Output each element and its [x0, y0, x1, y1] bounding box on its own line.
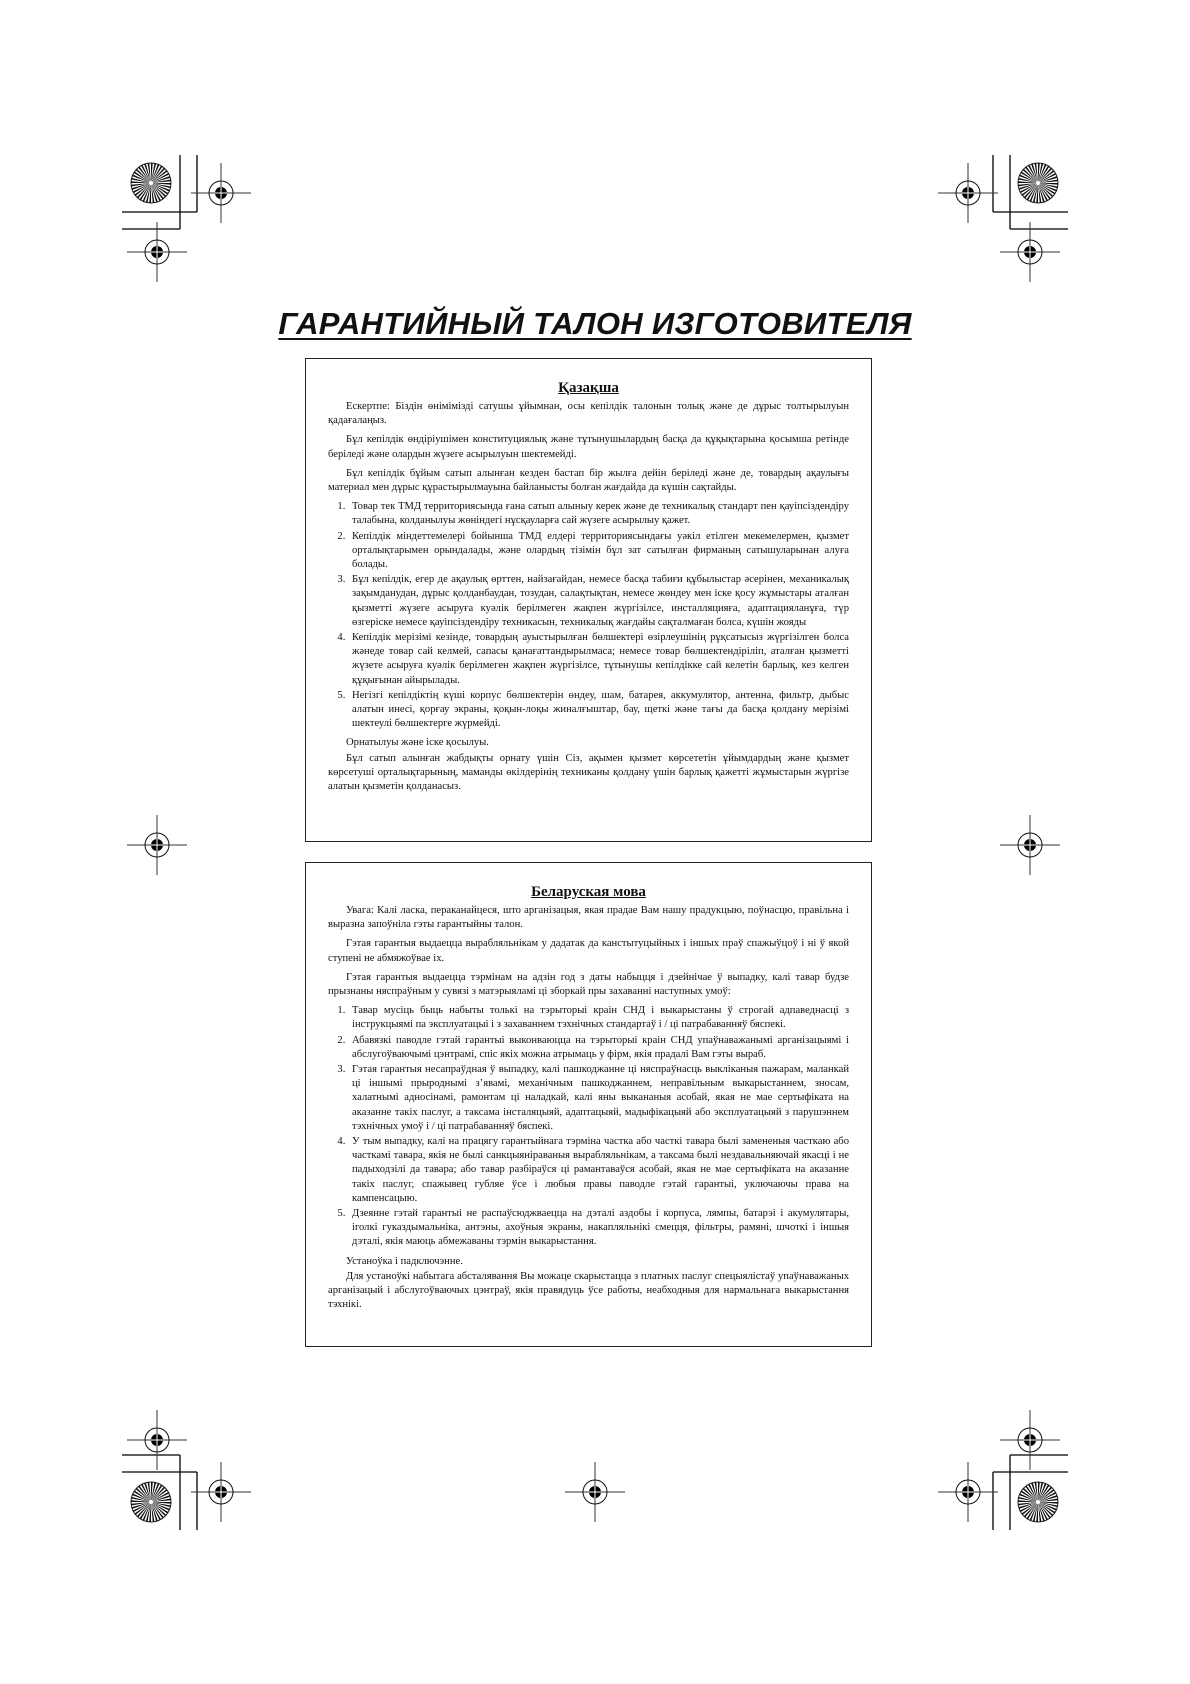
list-item: 4. Кепілдік мерізімі кезінде, товардың ауыстырылған бөлшектері өзірлеушінің рұқсатысыз жүргізілген болса жәнеде товар сай келмей, сапасы қанағаттандырылмаса; немесе товар бөлшектендіріліп, аталған қызметті жүзете асыруға куәлік берілмеген жақпен жүргізілсе, тұтынушы кепілдікке сай келетін барлық, кез келген құқығынан айырылады. — [348, 631, 849, 688]
paragraph: Бұл кепілдік бұйым сатып алынған кезден бастап бір жылға дейін беріледі және де, товардың ақаулығы материал мен дұрыс құрастырылмауына байланысты болған жағдайда да күшін сақтайды. — [328, 467, 849, 494]
conditions-list — [328, 500, 849, 731]
list-item: 4. У тым выпадку, калі на працягу гарантыйнага тэрміна частка або часткі тавара былі замененыя часткаю або часткамі тавара, якія не былі санкцыянiраваныя вырабляльнікам, а таксама былі нездавальняючай якасці і не падыходзілі да тавара; або тавар разбіраўся ці рамантаваўся асобай, якая не мае сертыфіката на аказанне такіх паслуг, спажывец губляе ўсе і любыя правы паводле гэтай гарантыі, уключаючы права на кампенсацыю. — [348, 1135, 849, 1206]
install-text: Бұл сатып алынған жабдықты орнату үшін Сіз, ақымен қызмет көрсететін ұйымдардың және қызмет көрсетуші орталықтарының, маманды өкілдерінің техниканы қолдану үшін барлық қажетті жұмыстарын жүргізе алатын қызметін қолданасыз. — [328, 752, 849, 793]
belarusian-section — [305, 862, 872, 1347]
paragraph: Ескертпе: Біздін өнімімізді сатушы ұйымнан, осы кепілдік талонын толық және де дұрыс толтырылуын қадағалаңыз. — [328, 401, 849, 427]
paragraph: Гэтая гарантыя выдаецца тэрмінам на адзін год з даты набыцця і дзейнічае ў выпадку, калі тавар будзе прызнаны няспраўным у сувязі з матэрыяламі ці зборкай пры захаванні наступных умоў: — [328, 971, 849, 998]
list-item: 3. Бұл кепілдік, егер де ақаулық өрттен, найзағайдан, немесе басқа табиғи құбылыстар әсерінен, механикалық зақымданудан, дұрыс қолданбаудан, тозудан, салақтықтан, немесе жөндеу мен іске қосу жұмыстары аталған қызметті жүзеге асыруға куәлік берілмеген жақпен жүргізілсе, инсталляцияға, адаптацияланұға, түр өзгеріске немесе қауіпсіздендіру техникасын, техникалық жағдайы сақталмаған болса, күшін жояды — [348, 573, 849, 630]
page-title: ГАРАНТИЙНЫЙ ТАЛОН ИЗГОТОВИТЕЛЯ — [278, 306, 912, 341]
list-item: 5. Дзеянне гэтай гарантыі не распаўсюджваецца на дэталі аздобы і корпуса, лямпы, батарэі і акумулятары, іголкі гуказдымальніка, антэны, ахоўныя экраны, накапляльнікі смецця, фільтры, рамяні, шчоткі і іншыя дэталі, якія маюць абмежаваны тэрмін выкарыстання. — [348, 1207, 849, 1250]
install-heading: Устаноўка і падключэнне. — [346, 1255, 463, 1267]
starburst-icon — [131, 163, 171, 203]
kazakh-section — [305, 358, 872, 842]
list-item: 3. Гэтая гарантыя несапраўдная ў выпадку, калі пашкоджанне ці няспраўнасць выкліканыя пажарам, маланкай ці іншымі прыроднымі з’явамі, механічным пашкоджаннем, неправільным выкарыстаннем, зносам, халатнымі адносінамі, рамонтам ці наладкай, калі яны выкананыя асобай, якая не мае сертыфіката на аказанне такіх паслуг, а таксама інсталяцыяй, адаптацыяй, мадыфікацыяй або эксплуатацыяй з парушэннем тэхнічных умоў і / ці патрабаванняў бяспекі. — [348, 1063, 849, 1134]
paragraph: Бұл кепілдік өндіріушімен конституциялық және тұтынушылардың басқа да құқықтарына қосымша ретінде беріледі және олардын жүзеге асырылуын шектемейді. — [328, 434, 849, 460]
paragraph: Гэтая гарантыя выдаецца вырабляльнікам у дадатак да канстытуцыйных і іншых праў спажыўцоў і ні ў якой ступені не абмяжоўвае іх. — [328, 938, 849, 964]
install-text: Для устаноўкі набытага абсталявання Вы можаце скарыстацца з платных паслуг спецыялістаў упаўнаважаных арганізацый і абслугоўваючых цэнтраў, якія правядуць ўсе работы, неабходныя для нармальнага выкарыстання тэхнікі. — [328, 1270, 849, 1311]
install-heading: Орнатылуы және іске қосылуы. — [346, 737, 489, 749]
starburst-icon — [1018, 1482, 1058, 1522]
section-heading: Қазақша — [558, 380, 619, 396]
list-item: 5. Негізгі кепілдіктің күші корпус бөлшектерін өндеу, шам, батарея, аккумулятор, антенна, фильтр, дыбыс алатын инесі, қорғау экраны, қоқын-лоқы жиналғыштар, бау, щеткі және тағы да басқа қолдану мерізімі шектеулі бөлшектерге жүрмейді. — [348, 689, 849, 732]
starburst-icon — [131, 1482, 171, 1522]
list-item: 2. Абавязкі паводле гэтай гарантыі выконваюцца на тэрыторыі краін СНД упаўнаважанымі арганізацыямі і абслугоўваючымі цэнтрамі, спіс якіх можна атрымаць у фірм, якія прадалі Вам гэты выраб. — [348, 1034, 849, 1062]
conditions-list — [328, 1004, 849, 1249]
starburst-icon — [1018, 163, 1058, 203]
list-item: 1. Тавар мусіць быць набыты толькі на тэрыторыі краін СНД і выкарыстаны ў строгай адпаведнасці з інструкцыямі па эксплуатацыі і з захаваннем тэхнічных стандартаў і / ці патрабаванняў бяспекі. — [348, 1004, 849, 1032]
paragraph: Увага: Калі ласка, пераканайцеся, што арганізацыя, якая прадае Вам нашу прадукцыю, поўнасцю, правільна і выразна запоўніла гэты гарантыйны талон. — [328, 905, 849, 931]
section-heading: Беларуская мова — [531, 884, 646, 900]
list-item: 1. Товар тек ТМД территориясында ғана сатып алыныу керек және де техникалық стандарт пен қауіпсіздендіру талабына, колданылуы жөніндегі нұсқауларға сай жүзеге асырылыу қажет. — [348, 500, 849, 528]
list-item: 2. Кепілдік міндеттемелері бойынша ТМД елдері территориясындағы уәкіл етілген мекемелермен, қызмет орталықтарымен орындалады, және олардың тізімін бұл зат сатылған фирманың сатышуларынан алуға болады. — [348, 530, 849, 573]
